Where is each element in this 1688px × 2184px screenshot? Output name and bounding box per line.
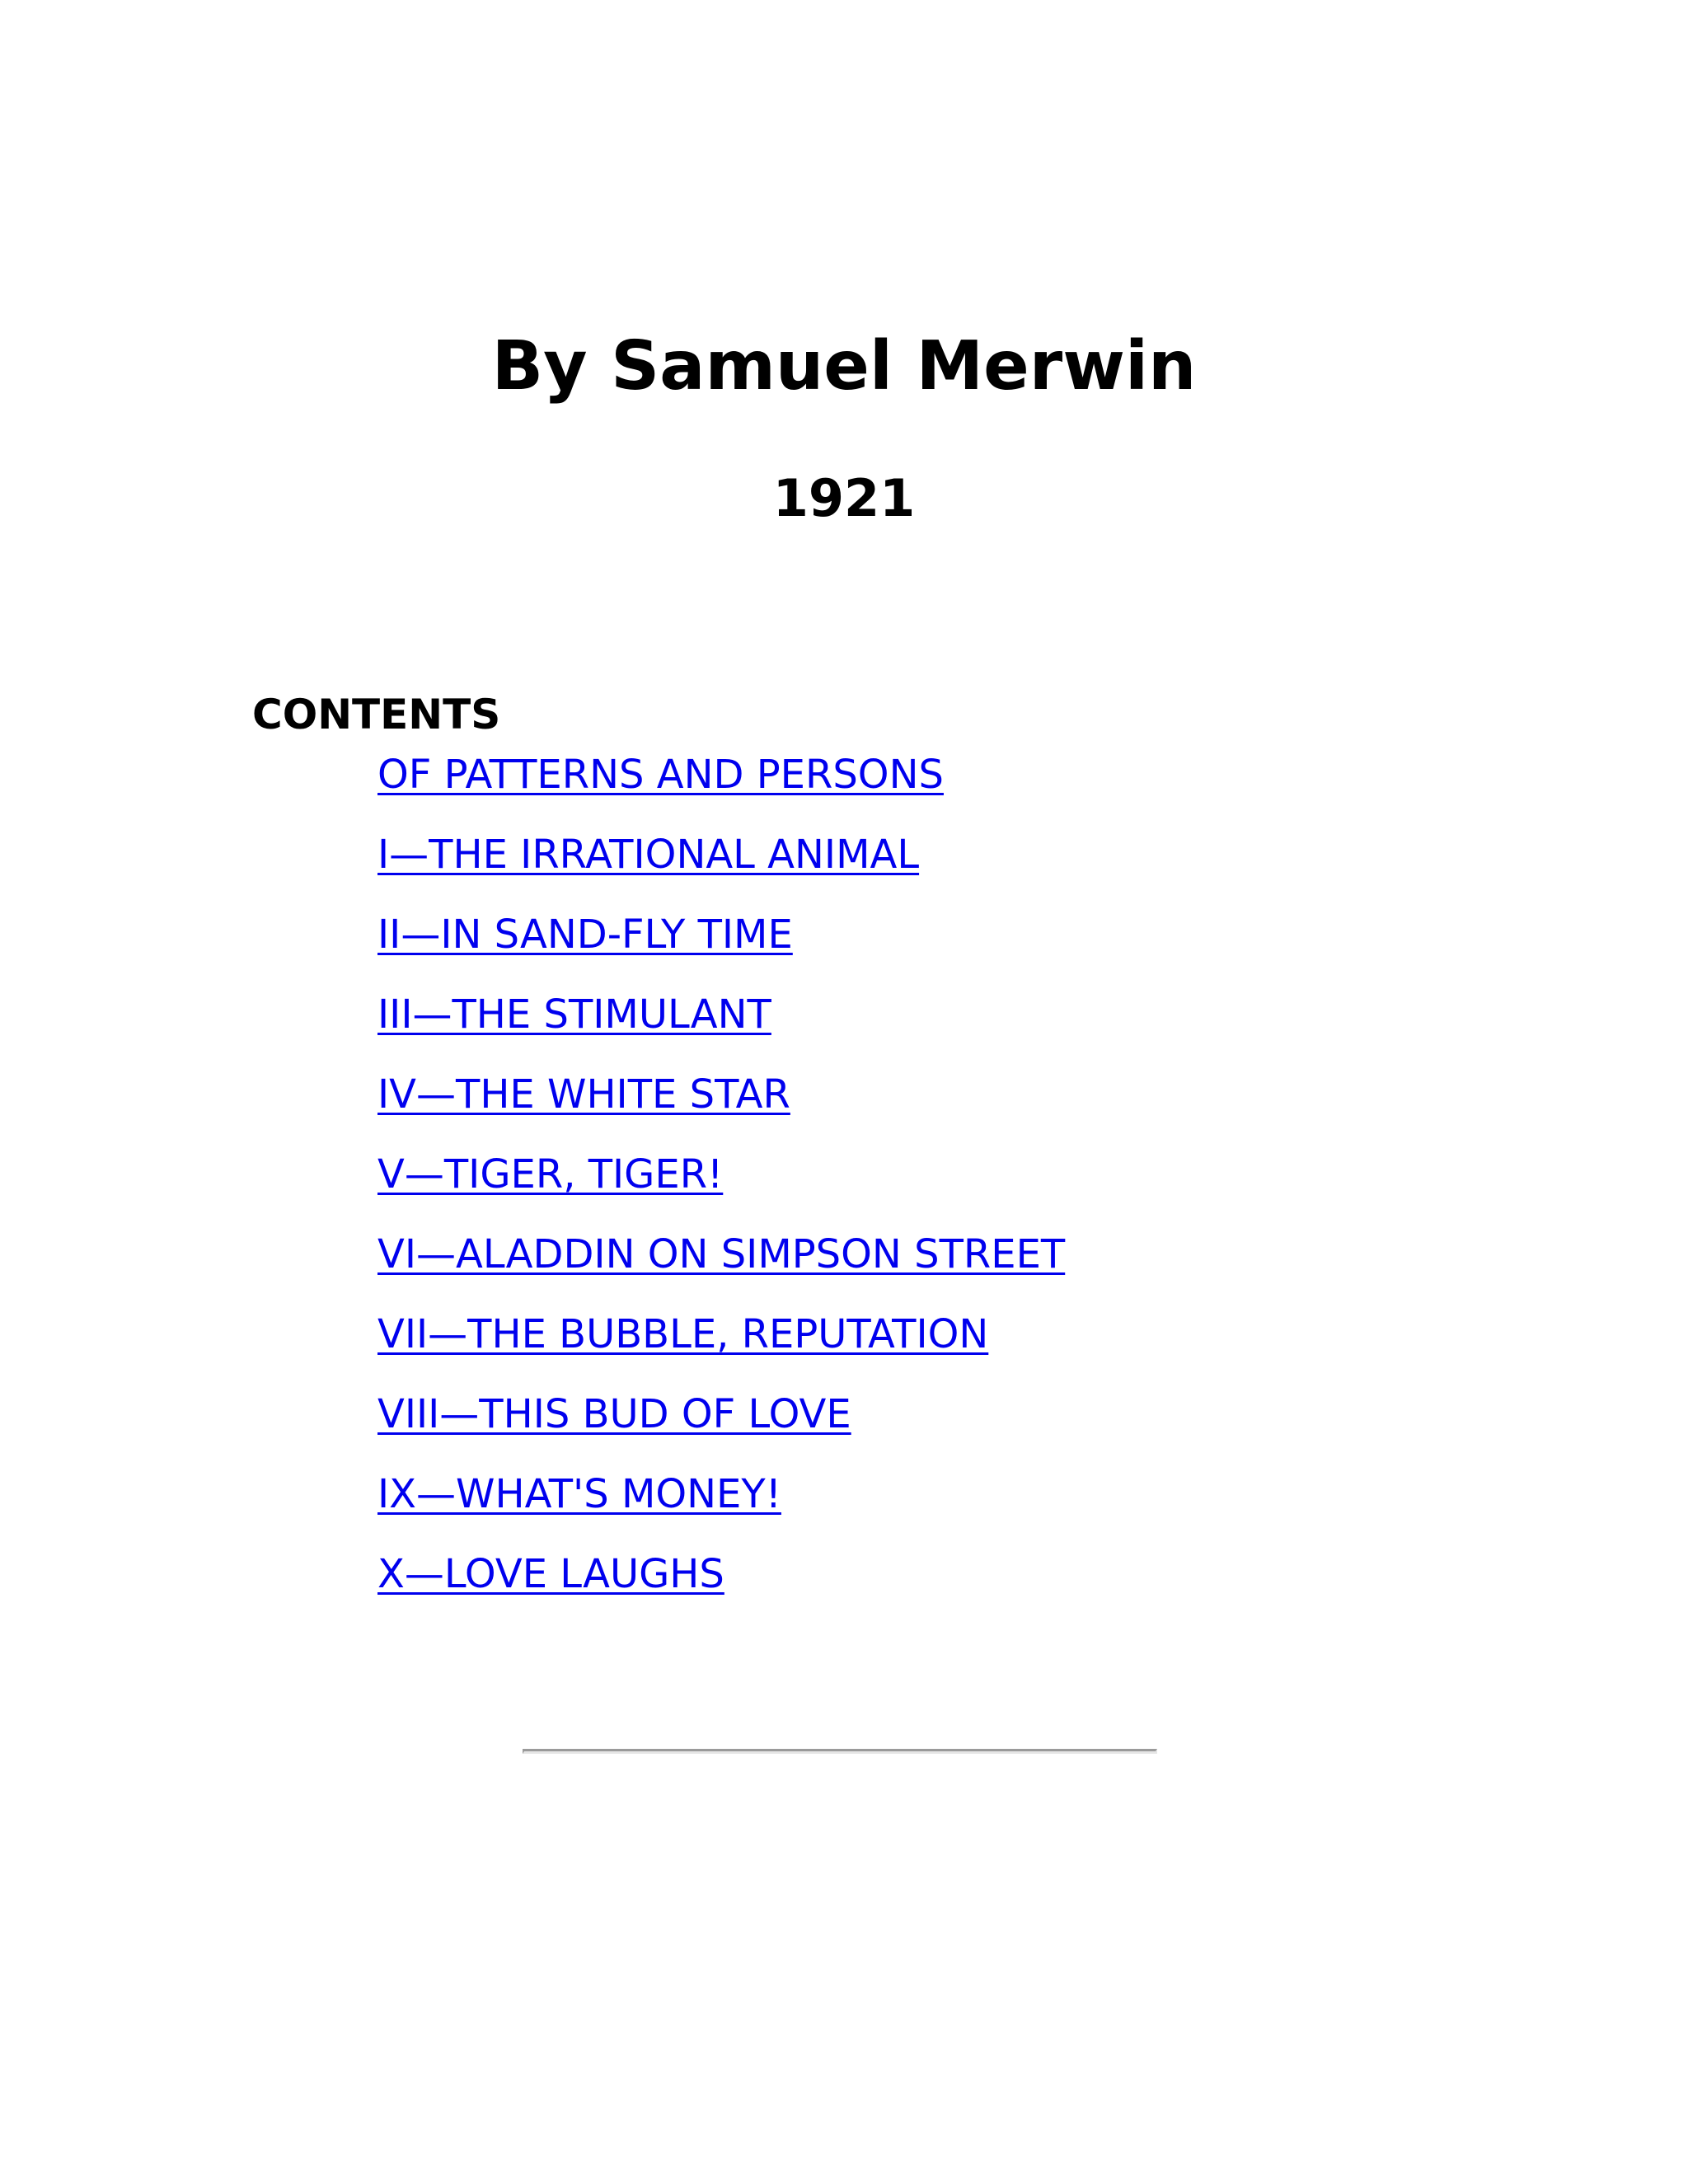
toc-item (377, 1305, 1065, 1385)
contents-heading: CONTENTS (252, 691, 501, 738)
toc-link-chapter-8[interactable]: VIII—THIS BUD OF LOVE (377, 1391, 851, 1437)
toc-item (377, 1385, 1065, 1465)
author-heading: By Samuel Merwin (491, 327, 1197, 405)
table-of-contents (377, 746, 1065, 1625)
toc-item (377, 1465, 1065, 1545)
toc-link-chapter-9[interactable]: IX—WHAT'S MONEY! (377, 1471, 781, 1517)
toc-link-chapter-3[interactable]: III—THE STIMULANT (377, 991, 771, 1038)
toc-link-chapter-1[interactable]: I—THE IRRATIONAL ANIMAL (377, 832, 920, 878)
toc-link-chapter-2[interactable]: II—IN SAND-FLY TIME (377, 912, 793, 958)
toc-item (377, 746, 1065, 826)
toc-link-of-patterns-and-persons[interactable]: OF PATTERNS AND PERSONS (377, 752, 944, 798)
toc-link-chapter-4[interactable]: IV—THE WHITE STAR (377, 1071, 790, 1118)
toc-item (377, 906, 1065, 986)
horizontal-rule (523, 1749, 1157, 1754)
publication-year: 1921 (772, 468, 916, 528)
toc-item (377, 826, 1065, 906)
toc-link-chapter-10[interactable]: X—LOVE LAUGHS (377, 1551, 724, 1597)
toc-item (377, 1066, 1065, 1146)
toc-item (377, 1146, 1065, 1226)
toc-link-chapter-7[interactable]: VII—THE BUBBLE, REPUTATION (377, 1311, 989, 1357)
toc-item (377, 1545, 1065, 1625)
toc-item (377, 1226, 1065, 1305)
toc-item (377, 986, 1065, 1066)
toc-link-chapter-5[interactable]: V—TIGER, TIGER! (377, 1151, 724, 1197)
toc-link-chapter-6[interactable]: VI—ALADDIN ON SIMPSON STREET (377, 1231, 1066, 1277)
